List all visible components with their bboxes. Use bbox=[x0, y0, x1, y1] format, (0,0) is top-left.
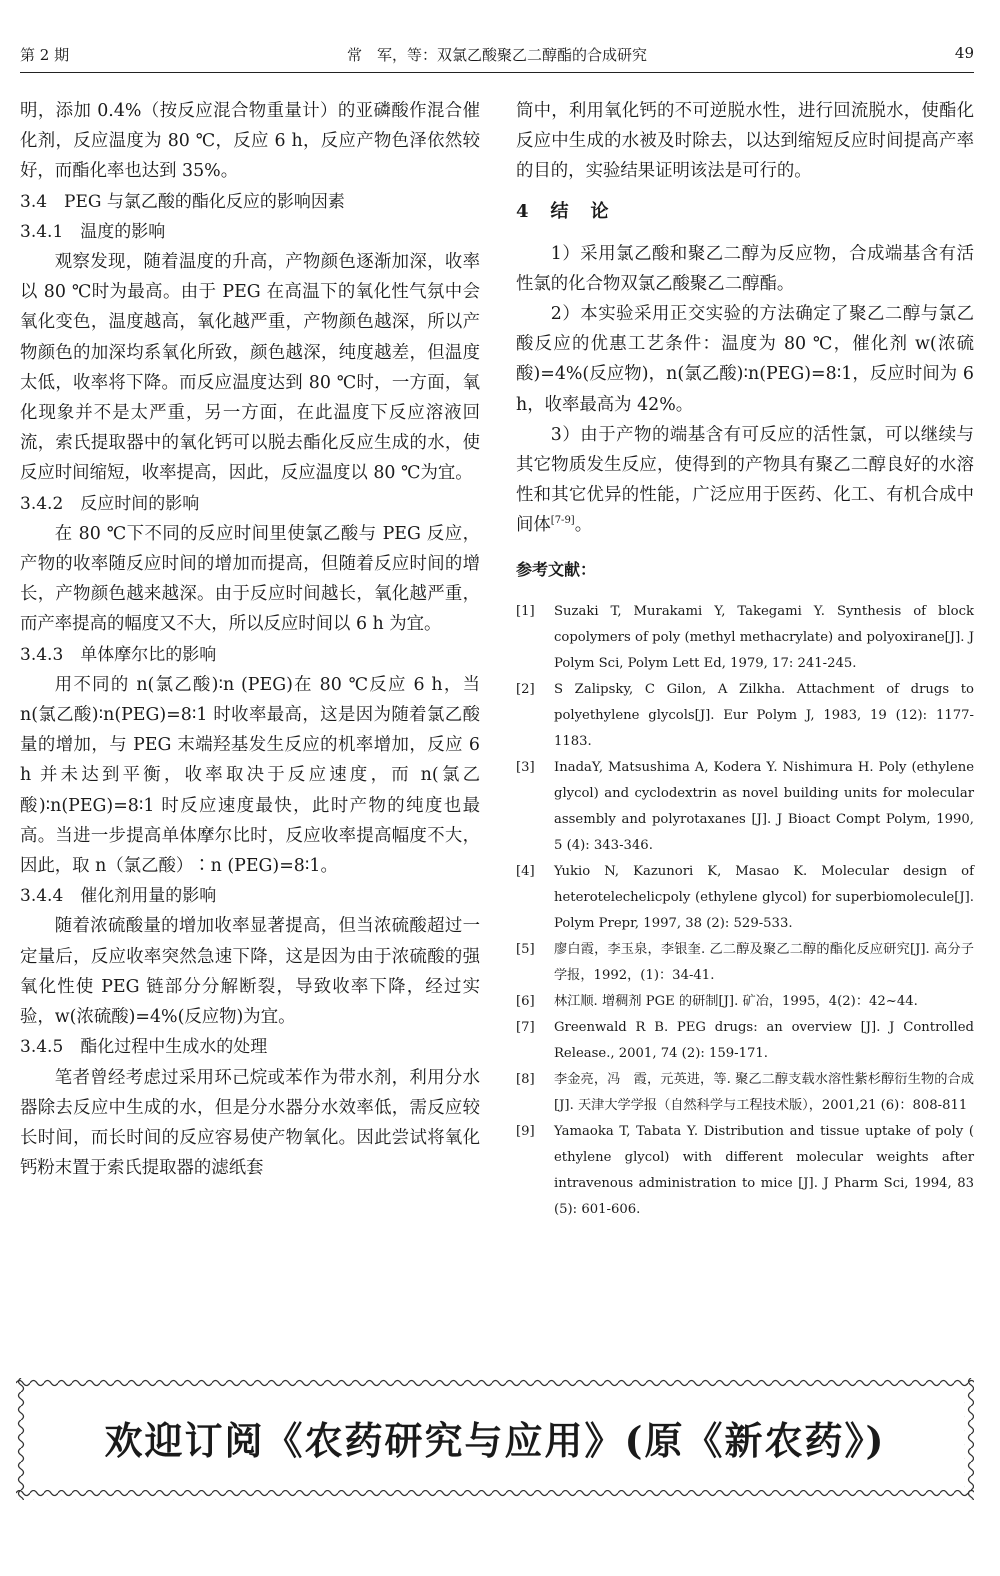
reference-item bbox=[516, 677, 974, 755]
issue-number: 第 2 期 bbox=[20, 46, 70, 64]
reference-text: S Zalipsky, C Gilon, A Zilkha. Attachment of drugs to polyethylene glycols[J]. Eur Polym J, 1983, 19 (12): 1177-1183. bbox=[554, 681, 974, 749]
reference-number: [9] bbox=[516, 1123, 535, 1139]
header-rule bbox=[20, 72, 974, 73]
conclusion-1: 1）采用氯乙酸和聚乙二醇为反应物，合成端基含有活性氯的化合物双氯乙酸聚乙二醇酯。 bbox=[516, 243, 974, 294]
section-heading-3-4-3: 3.4.3 单体摩尔比的影响 bbox=[20, 644, 217, 665]
reference-text: Greenwald R B. PEG drugs: an overview [J]. J Controlled Release., 2001, 74 (2): 159-171. bbox=[554, 1019, 974, 1061]
right-column bbox=[516, 96, 974, 1223]
reference-item bbox=[516, 599, 974, 677]
reference-number: [8] bbox=[516, 1071, 535, 1087]
reference-number: [4] bbox=[516, 863, 535, 879]
conclusion-3-end: 。 bbox=[574, 515, 593, 536]
reference-text: 李金亮，冯 霞，元英进，等. 聚乙二醇支载水溶性紫杉醇衍生物的合成[J]. 天津大学学报（自然科学与工程技术版），2001,21 (6)：808-811 bbox=[554, 1071, 974, 1113]
reference-text: 林江顺. 增稠剂 PGE 的研制[J]. 矿冶，1995，4(2)：42~44. bbox=[554, 993, 918, 1009]
section-heading-3-4-4: 3.4.4 催化剂用量的影响 bbox=[20, 886, 217, 907]
banner-text: 欢迎订阅《农药研究与应用》(原《新农药》) bbox=[104, 1418, 886, 1463]
reference-item bbox=[516, 859, 974, 937]
section-heading-3-4-1: 3.4.1 温度的影响 bbox=[20, 221, 166, 242]
paragraph-catalyst: 随着浓硫酸量的增加收率显著提高，但当浓硫酸超过一定量后，反应收率突然急速下降，这是因为由于浓硫酸的强氧化性使 PEG 链部分分解断裂，导致收率下降，经过实验，w(浓硫酸)=4%(反应物)为宜。 bbox=[20, 916, 480, 1028]
paragraph-molar-ratio: 用不同的 n(氯乙酸)∶n (PEG)在 80 ℃反应 6 h，当 n(氯乙酸)∶n(PEG)=8∶1 时收率最高，这是因为随着氯乙酸量的增加，与 PEG 末端羟基发生反应的机率增加，反应 6 h 并未达到平衡，收率取决于反应速度，而 n(氯乙酸)∶n(PEG)=8∶1 时反应速度最快，此时产物的纯度也最高。当进一步提高单体摩尔比时，反应收率提高幅度不大，因此，取 n（氯乙酸）∶n (PEG)=8∶1。 bbox=[20, 674, 480, 877]
reference-text: 廖白霞，李玉泉，李银奎. 乙二醇及聚乙二醇的酯化反应研究[J]. 高分子学报，1992，(1)：34-41. bbox=[554, 941, 974, 983]
conclusion-3-text: 3）由于产物的端基含有可反应的活性氯，可以继续与其它物质发生反应，使得到的产物具有聚乙二醇良好的水溶性和其它优异的性能，广泛应用于医药、化工、有机合成中间体 bbox=[516, 424, 974, 536]
reference-number: [1] bbox=[516, 603, 535, 619]
paragraph-temperature: 观察发现，随着温度的升高，产物颜色逐渐加深，收率以 80 ℃时为最高。由于 PEG 在高温下的氧化性气氛中会氧化变色，温度越高，氧化越严重，产物颜色越深，所以产物颜色的加深均系氧化所致，颜色越深，纯度越差，但温度太低，收率将下降。而反应温度达到 80 ℃时，一方面，氧化现象并不是太严重，另一方面，在此温度下反应溶液回流，索氏提取器中的氧化钙可以脱去酯化反应生成的水，使反应时间缩短，收率提高，因此，反应温度以 80 ℃为宜。 bbox=[20, 252, 480, 484]
paragraph-continued: 明，添加 0.4%（按反应混合物重量计）的亚磷酸作混合催化剂，反应温度为 80 ℃，反应 6 h，反应产物色泽依然较好，而酯化率也达到 35%。 bbox=[20, 101, 480, 182]
reference-text: InadaY, Matsushima A, Kodera Y. Nishimura H. Poly (ethylene glycol) and cyclodextrin as novel building units for molecular assembly and polyrotaxanes [J]. J Bioact Compt Polym, 1990, 5 (4): 343-346. bbox=[554, 759, 974, 853]
reference-item bbox=[516, 989, 974, 1015]
reference-number: [3] bbox=[516, 759, 535, 775]
conclusion-3 bbox=[516, 420, 974, 541]
reference-number: [2] bbox=[516, 681, 535, 697]
reference-number: [5] bbox=[516, 941, 535, 957]
reference-item bbox=[516, 937, 974, 989]
conclusion-2: 2）本实验采用正交实验的方法确定了聚乙二醇与氯乙酸反应的优惠工艺条件：温度为 80 ℃，催化剂 w(浓硫酸)=4%(反应物)，n(氯乙酸)∶n(PEG)=8∶1，反应时间为 6 h，收率最高为 42%。 bbox=[516, 304, 974, 415]
reference-item bbox=[516, 1015, 974, 1067]
left-column bbox=[20, 96, 480, 1183]
subscription-banner bbox=[16, 1378, 974, 1500]
citation-7-9: [7-9] bbox=[550, 515, 575, 527]
section-heading-3-4-2: 3.4.2 反应时间的影响 bbox=[20, 493, 200, 514]
running-header bbox=[20, 44, 974, 72]
page-number: 49 bbox=[954, 44, 974, 62]
reference-text: Yukio N, Kazunori K, Masao K. Molecular design of heterotelechelicpoly (ethylene glycol) for superbiomolecule[J]. Polym Prepr, 1997, 38 (2): 529-533. bbox=[554, 863, 974, 931]
reference-list bbox=[516, 599, 974, 1223]
reference-item bbox=[516, 1067, 974, 1119]
references-heading: 参考文献： bbox=[516, 559, 597, 579]
paragraph-continued-right: 筒中，利用氧化钙的不可逆脱水性，进行回流脱水，使酯化反应中生成的水被及时除去，以达到缩短反应时间提高产率的目的，实验结果证明该法是可行的。 bbox=[516, 101, 974, 182]
section-heading-3-4: 3.4 PEG 与氯乙酸的酯化反应的影响因素 bbox=[20, 191, 345, 212]
reference-text: Suzaki T, Murakami Y, Takegami Y. Synthesis of block copolymers of poly (methyl methacrylate) and polyoxirane[J]. J Polym Sci, Polym Lett Ed, 1979, 17: 241-245. bbox=[554, 603, 974, 671]
reference-number: [6] bbox=[516, 993, 535, 1009]
section-heading-3-4-5: 3.4.5 酯化过程中生成水的处理 bbox=[20, 1037, 268, 1058]
paragraph-water-removal: 笔者曾经考虑过采用环己烷或苯作为带水剂，利用分水器除去反应中生成的水，但是分水器分水效率低，需反应较长时间，而长时间的反应容易使产物氧化。因此尝试将氧化钙粉末置于索氏提取器的滤纸套 bbox=[20, 1067, 480, 1179]
reference-text: Yamaoka T, Tabata Y. Distribution and tissue uptake of poly ( ethylene glycol) with different molecular weights after intravenous administration to mice [J]. J Pharm Sci, 1994, 83 (5): 601-606. bbox=[554, 1123, 974, 1217]
reference-item bbox=[516, 755, 974, 859]
section-heading-conclusion: 4 结 论 bbox=[516, 200, 611, 222]
paragraph-reaction-time: 在 80 ℃下不同的反应时间里使氯乙酸与 PEG 反应，产物的收率随反应时间的增加而提高，但随着反应时间的增长，产物颜色越来越深。由于反应时间越长，氧化越严重，而产率提高的幅度又不大，所以反应时间以 6 h 为宜。 bbox=[20, 523, 480, 635]
reference-item bbox=[516, 1119, 974, 1223]
reference-number: [7] bbox=[516, 1019, 535, 1035]
running-title: 常 军，等：双氯乙酸聚乙二醇酯的合成研究 bbox=[346, 46, 647, 64]
